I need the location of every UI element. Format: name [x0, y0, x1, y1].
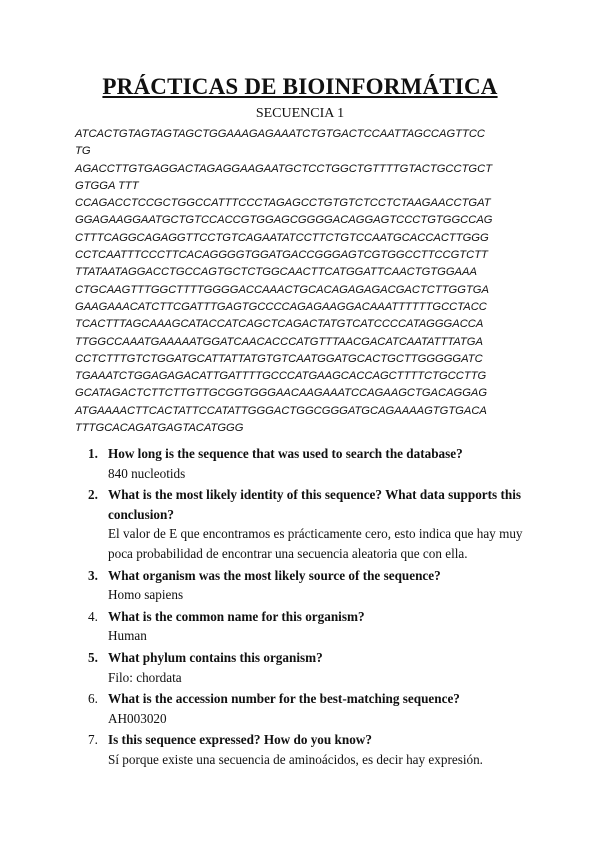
sequence-heading: SECUENCIA 1 — [255, 106, 345, 121]
question-text: What is the common name for this organism? — [108, 608, 365, 624]
question-text: What is the accession number for the best-matching sequence? — [108, 691, 460, 707]
sequence-line: CCTCTTTGTCTGGATGCATTATTATGTGTCAATGGATGCACTGCTTGGGGGATC — [75, 352, 483, 365]
sequence-line: GGAGAAGGAATGCTGTCCACCGTGGAGCGGGGACAGGAGTCCCTGTGGCCAG — [75, 214, 493, 227]
question-number: 2. — [88, 487, 98, 503]
question-text: What organism was the most likely source of the sequence? — [108, 567, 441, 583]
question-number: 3. — [88, 567, 98, 583]
sequence-line: CTTTCAGGCAGAGGTTCCTGTCAGAATATCCTTCTGTCCAATGCACCACTTGGG — [75, 231, 489, 244]
sequence-line: TCACTTTAGCAAAGCATACCATCAGCTCAGACTATGTCATCCCCATAGGGACCA — [75, 318, 484, 331]
question-text: Is this sequence expressed? How do you know? — [108, 732, 372, 748]
question-item-5 — [88, 648, 548, 687]
question-text: What is the most likely identity of this sequence? What data supports this conclusion? — [108, 487, 522, 522]
sequence-line: CCTCAATTTCCCTTCACAGGGGTGGATGACCGGGAGTCGTGGCCTTCCGTCTT — [75, 249, 488, 262]
question-item-4 — [88, 607, 548, 646]
answer-text: Filo: chordata — [108, 669, 182, 685]
question-number: 7. — [88, 732, 98, 748]
question-number: 5. — [88, 649, 98, 665]
question-item-2 — [88, 485, 548, 563]
answer-text: AH003020 — [108, 710, 167, 726]
question-item-6 — [88, 689, 548, 728]
question-text: What phylum contains this organism? — [108, 649, 323, 665]
question-item-3 — [88, 566, 548, 605]
sequence-line: GTGGA TTT — [75, 179, 139, 192]
answer-text: Human — [108, 628, 147, 644]
answer-text: Sí porque existe una secuencia de aminoácidos, es decir hay expresión. — [108, 751, 483, 767]
sequence-line: GCATAGACTCTTCTTGTTGCGGTGGGAACAAGAAATCCAGAAGCTGACAGGAG — [75, 387, 488, 400]
question-item-7 — [88, 730, 548, 769]
sequence-line: TG — [75, 145, 91, 158]
sequence-line: TTGGCCAAATGAAAAATGGATCAACACCCATGTTTAACGACATCAATATTTATGA — [75, 335, 483, 348]
question-number: 1. — [88, 446, 98, 461]
page-title: PRÁCTICAS DE BIOINFORMÁTICA — [102, 74, 498, 99]
answer-text: Homo sapiens — [108, 587, 184, 603]
sequence-line: AGACCTTGTGAGGACTAGAGGAAGAATGCTCCTGGCTGTTTTGTACTGCCTGCT — [75, 162, 493, 175]
question-list — [88, 444, 548, 772]
sequence-line: GAAGAAACATCTTCGATTTGAGTGCCCCAGAGAAGGACAAATTTTTTGCCTACC — [75, 300, 487, 313]
sequence-line: CCAGACCTCCGCTGGCCATTTCCCTAGAGCCTGTGTCTCCTCTAAGAACCTGAT — [75, 197, 491, 210]
sequence-block — [75, 126, 545, 437]
question-text: How long is the sequence that was used to search the database? — [108, 446, 463, 461]
sequence-line: CTGCAAGTTTGGCTTTTGGGGACCAAACTGCACAGAGAGACGACTCTTGGTGA — [75, 283, 489, 296]
sequence-line: ATCACTGTAGTAGTAGCTGGAAAGAGAAATCTGTGACTCCAATTAGCCAGTTCC — [75, 128, 486, 140]
answer-text: 840 nucleotids — [108, 465, 186, 481]
sequence-line: ATGAAAACTTCACTATTCCATATTGGGACTGGCGGGATGCAGAAAAGTGTGACA — [75, 404, 487, 417]
question-item-1 — [88, 444, 548, 483]
sequence-line: TTTGCACAGATGAGTACATGGG — [75, 422, 244, 435]
sequence-line: TTATAATAGGACCTGCCAGTGCTCTGGCAACTTCATGGATTCAACTGTGGAAA — [75, 266, 477, 279]
question-number: 6. — [88, 691, 98, 707]
sequence-line: TGAAATCTGGAGAGACATTGATTTTGCCCATGAAGCACCAGCTTTTCTGCCTTG — [75, 370, 487, 383]
question-number: 4. — [88, 608, 98, 624]
answer-text: El valor de E que encontramos es prácticamente cero, esto indica que hay muy poca probabilidad de encontrar una secuencia aleatoria que con ella. — [108, 526, 523, 561]
